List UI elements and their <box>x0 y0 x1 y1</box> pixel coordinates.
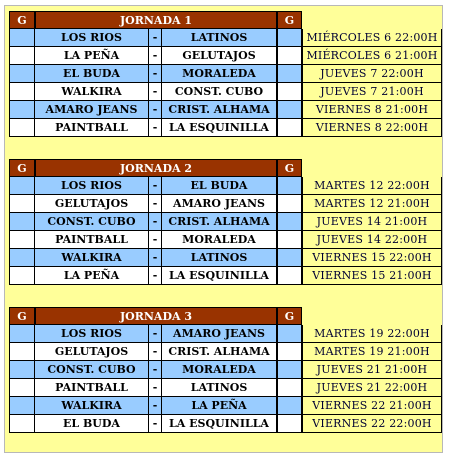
home-team: LOS RIOS <box>35 29 149 47</box>
row-spacer-right <box>277 325 302 343</box>
row-spacer-left <box>9 47 35 65</box>
versus-dash: - <box>149 231 162 249</box>
home-team: LA PEÑA <box>35 47 149 65</box>
row-spacer-left <box>9 325 35 343</box>
away-team: LATINOS <box>162 29 277 47</box>
match-schedule: VIERNES 15 22:00H <box>302 249 442 267</box>
home-team: GELUTAJOS <box>35 195 149 213</box>
versus-dash: - <box>149 65 162 83</box>
versus-dash: - <box>149 325 162 343</box>
match-row <box>9 29 442 47</box>
match-row <box>9 47 442 65</box>
home-team: EL BUDA <box>35 65 149 83</box>
home-team: AMARO JEANS <box>35 101 149 119</box>
row-spacer-right <box>277 119 302 137</box>
home-team: CONST. CUBO <box>35 213 149 231</box>
row-spacer-left <box>9 343 35 361</box>
group-tag-right: G <box>277 159 302 177</box>
row-spacer-left <box>9 65 35 83</box>
match-schedule: MIÉRCOLES 6 21:00H <box>302 47 442 65</box>
match-row <box>9 267 442 285</box>
match-schedule: VIERNES 22 21:00H <box>302 397 442 415</box>
versus-dash: - <box>149 119 162 137</box>
match-row <box>9 231 442 249</box>
group-tag-left: G <box>9 159 35 177</box>
match-schedule: VIERNES 8 22:00H <box>302 119 442 137</box>
home-team: LOS RIOS <box>35 177 149 195</box>
versus-dash: - <box>149 415 162 433</box>
versus-dash: - <box>149 195 162 213</box>
match-row <box>9 379 442 397</box>
home-team: PAINTBALL <box>35 231 149 249</box>
away-team: LATINOS <box>162 379 277 397</box>
away-team: CRIST. ALHAMA <box>162 101 277 119</box>
row-spacer-left <box>9 267 35 285</box>
away-team: CRIST. ALHAMA <box>162 213 277 231</box>
match-row <box>9 213 442 231</box>
match-row <box>9 101 442 119</box>
group-tag-right: G <box>277 307 302 325</box>
versus-dash: - <box>149 101 162 119</box>
match-row <box>9 83 442 101</box>
versus-dash: - <box>149 83 162 101</box>
row-spacer-left <box>9 213 35 231</box>
match-schedule: JUEVES 7 21:00H <box>302 83 442 101</box>
versus-dash: - <box>149 361 162 379</box>
row-spacer-right <box>277 195 302 213</box>
away-team: GELUTAJOS <box>162 47 277 65</box>
match-row <box>9 325 442 343</box>
away-team: MORALEDA <box>162 361 277 379</box>
jornada-header <box>9 307 442 325</box>
versus-dash: - <box>149 213 162 231</box>
row-spacer-left <box>9 29 35 47</box>
jornada-header <box>9 159 442 177</box>
match-row <box>9 415 442 433</box>
match-row <box>9 195 442 213</box>
home-team: WALKIRA <box>35 83 149 101</box>
home-team: CONST. CUBO <box>35 361 149 379</box>
versus-dash: - <box>149 29 162 47</box>
away-team: CONST. CUBO <box>162 83 277 101</box>
schedule-sheet <box>4 5 443 453</box>
row-spacer-right <box>277 65 302 83</box>
match-row <box>9 397 442 415</box>
match-row <box>9 361 442 379</box>
match-row <box>9 177 442 195</box>
match-row <box>9 119 442 137</box>
versus-dash: - <box>149 379 162 397</box>
row-spacer-right <box>277 249 302 267</box>
versus-dash: - <box>149 249 162 267</box>
away-team: MORALEDA <box>162 65 277 83</box>
match-schedule: MARTES 12 21:00H <box>302 195 442 213</box>
away-team: LA PEÑA <box>162 397 277 415</box>
home-team: PAINTBALL <box>35 379 149 397</box>
away-team: MORALEDA <box>162 231 277 249</box>
versus-dash: - <box>149 343 162 361</box>
match-schedule: MARTES 19 21:00H <box>302 343 442 361</box>
match-schedule: JUEVES 21 22:00H <box>302 379 442 397</box>
row-spacer-right <box>277 83 302 101</box>
row-spacer-right <box>277 415 302 433</box>
row-spacer-right <box>277 47 302 65</box>
home-team: PAINTBALL <box>35 119 149 137</box>
home-team: WALKIRA <box>35 249 149 267</box>
jornada-title: JORNADA 3 <box>35 307 277 325</box>
row-spacer-left <box>9 231 35 249</box>
match-row <box>9 249 442 267</box>
row-spacer-left <box>9 177 35 195</box>
row-spacer-left <box>9 361 35 379</box>
away-team: LA ESQUINILLA <box>162 267 277 285</box>
row-spacer-right <box>277 267 302 285</box>
row-spacer-left <box>9 397 35 415</box>
group-tag-right: G <box>277 11 302 29</box>
row-spacer-left <box>9 415 35 433</box>
away-team: LA ESQUINILLA <box>162 119 277 137</box>
home-team: LOS RIOS <box>35 325 149 343</box>
row-spacer-right <box>277 379 302 397</box>
match-schedule: MARTES 12 22:00H <box>302 177 442 195</box>
schedule-header-blank <box>302 159 442 177</box>
versus-dash: - <box>149 47 162 65</box>
row-spacer-right <box>277 177 302 195</box>
match-schedule: VIERNES 22 22:00H <box>302 415 442 433</box>
versus-dash: - <box>149 267 162 285</box>
versus-dash: - <box>149 397 162 415</box>
jornada-title: JORNADA 2 <box>35 159 277 177</box>
away-team: EL BUDA <box>162 177 277 195</box>
versus-dash: - <box>149 177 162 195</box>
row-spacer-right <box>277 101 302 119</box>
home-team: WALKIRA <box>35 397 149 415</box>
row-spacer-right <box>277 231 302 249</box>
row-spacer-right <box>277 213 302 231</box>
row-spacer-left <box>9 379 35 397</box>
away-team: CRIST. ALHAMA <box>162 343 277 361</box>
home-team: GELUTAJOS <box>35 343 149 361</box>
match-schedule: MARTES 19 22:00H <box>302 325 442 343</box>
match-schedule: VIERNES 8 21:00H <box>302 101 442 119</box>
match-row <box>9 343 442 361</box>
group-tag-left: G <box>9 11 35 29</box>
home-team: EL BUDA <box>35 415 149 433</box>
match-schedule: MIÉRCOLES 6 22:00H <box>302 29 442 47</box>
schedule-header-blank <box>302 307 442 325</box>
row-spacer-left <box>9 83 35 101</box>
row-spacer-right <box>277 361 302 379</box>
schedule-header-blank <box>302 11 442 29</box>
row-spacer-right <box>277 29 302 47</box>
row-spacer-right <box>277 397 302 415</box>
row-spacer-left <box>9 249 35 267</box>
row-spacer-left <box>9 101 35 119</box>
match-schedule: JUEVES 14 21:00H <box>302 213 442 231</box>
match-row <box>9 65 442 83</box>
row-spacer-left <box>9 195 35 213</box>
away-team: AMARO JEANS <box>162 195 277 213</box>
match-schedule: JUEVES 7 22:00H <box>302 65 442 83</box>
jornada-header <box>9 11 442 29</box>
row-spacer-right <box>277 343 302 361</box>
away-team: LATINOS <box>162 249 277 267</box>
match-schedule: JUEVES 14 22:00H <box>302 231 442 249</box>
jornada-title: JORNADA 1 <box>35 11 277 29</box>
match-schedule: JUEVES 21 21:00H <box>302 361 442 379</box>
away-team: LA ESQUINILLA <box>162 415 277 433</box>
match-schedule: VIERNES 15 21:00H <box>302 267 442 285</box>
group-tag-left: G <box>9 307 35 325</box>
away-team: AMARO JEANS <box>162 325 277 343</box>
home-team: LA PEÑA <box>35 267 149 285</box>
row-spacer-left <box>9 119 35 137</box>
